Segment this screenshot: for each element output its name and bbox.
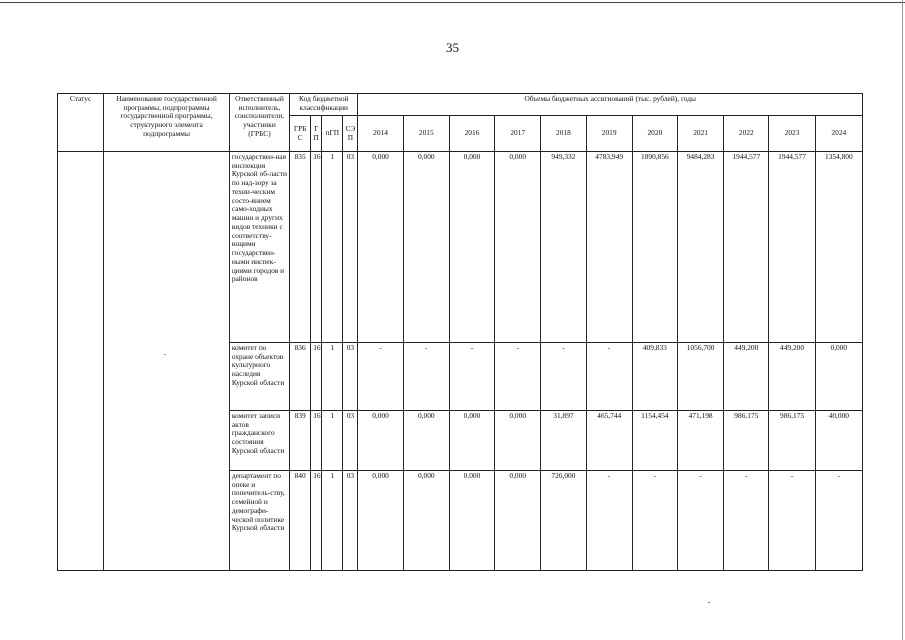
value-cell: 0,000 xyxy=(449,471,494,571)
value-cell: 4783,949 xyxy=(586,152,632,343)
value-cell: - xyxy=(586,343,632,411)
table-row xyxy=(58,152,863,343)
executor-cell: государствен-ная инспекция Курской об-ласти по над-зору за техни-ческим состо-янием само-ходных машин и других видов техники с соответству-ющими государствен-ными инспек-циями городов и районов xyxy=(229,152,289,343)
header-year: 2015 xyxy=(403,116,449,152)
value-cell: 449,200 xyxy=(769,343,815,411)
sep-cell: 03 xyxy=(343,152,358,343)
value-cell: 0,000 xyxy=(403,411,449,471)
gp-cell: 16 xyxy=(311,411,322,471)
value-cell: 0,000 xyxy=(403,471,449,571)
header-status: Статус xyxy=(58,94,104,152)
page-top-border xyxy=(0,2,905,3)
header-year: 2021 xyxy=(677,116,723,152)
value-cell: 465,744 xyxy=(586,411,632,471)
value-cell: 0,000 xyxy=(358,471,403,571)
value-cell: 1890,856 xyxy=(632,152,677,343)
value-cell: - xyxy=(586,471,632,571)
value-cell: 726,000 xyxy=(541,471,586,571)
value-cell: - xyxy=(632,471,677,571)
gp-cell: 16 xyxy=(311,343,322,411)
scan-speck xyxy=(708,602,710,603)
header-code-gp: ГП xyxy=(311,116,322,152)
header-year: 2023 xyxy=(769,116,815,152)
sep-cell: 03 xyxy=(343,343,358,411)
table-header-row xyxy=(58,94,863,116)
value-cell: 1944,577 xyxy=(769,152,815,343)
header-year: 2016 xyxy=(449,116,494,152)
page-right-border xyxy=(902,0,903,640)
value-cell: 986,175 xyxy=(724,411,769,471)
pgp-cell: 1 xyxy=(322,343,343,411)
header-year: 2018 xyxy=(541,116,586,152)
header-year: 2020 xyxy=(632,116,677,152)
header-year: 2022 xyxy=(724,116,769,152)
header-year: 2017 xyxy=(495,116,541,152)
value-cell: 1056,700 xyxy=(677,343,723,411)
program-name-cell xyxy=(104,152,230,571)
value-cell: - xyxy=(541,343,586,411)
value-cell: 0,000 xyxy=(495,152,541,343)
status-cell xyxy=(58,152,104,571)
header-program-name: Наименование государственной программы, подпрограммы государственной программы, структурного элемента подпрограммы xyxy=(104,94,230,152)
value-cell: 0,000 xyxy=(495,411,541,471)
gp-cell: 16 xyxy=(311,152,322,343)
value-cell: 0,000 xyxy=(815,343,862,411)
value-cell: - xyxy=(403,343,449,411)
value-cell: - xyxy=(449,343,494,411)
sep-cell: 03 xyxy=(343,471,358,571)
header-year: 2014 xyxy=(358,116,403,152)
value-cell: 0,000 xyxy=(403,152,449,343)
page-number: 35 xyxy=(446,40,459,55)
value-cell: - xyxy=(358,343,403,411)
value-cell: 409,833 xyxy=(632,343,677,411)
value-cell: 0,000 xyxy=(449,152,494,343)
value-cell: - xyxy=(495,343,541,411)
gp-cell: 16 xyxy=(311,471,322,571)
header-volume-group: Объемы бюджетных ассигнований (тыс. рублей), годы xyxy=(358,94,863,116)
value-cell: 9484,283 xyxy=(677,152,723,343)
value-cell: 471,198 xyxy=(677,411,723,471)
pgp-cell: 1 xyxy=(322,152,343,343)
header-executor: Ответственный исполнитель, соисполнители, участники (ГРБС) xyxy=(229,94,289,152)
budget-table xyxy=(57,93,863,571)
scan-speck xyxy=(164,354,166,355)
value-cell: 449,200 xyxy=(724,343,769,411)
value-cell: 949,332 xyxy=(541,152,586,343)
value-cell: 0,000 xyxy=(495,471,541,571)
grbs-cell: 835 xyxy=(290,152,311,343)
header-code-pgp: пГП xyxy=(322,116,343,152)
value-cell: - xyxy=(815,471,862,571)
value-cell: 986,175 xyxy=(769,411,815,471)
header-code-grbs: ГРБС xyxy=(290,116,311,152)
executor-cell: комитет по охране объектов культурного наследия Курской области xyxy=(229,343,289,411)
value-cell: 0,000 xyxy=(358,152,403,343)
value-cell: 1154,454 xyxy=(632,411,677,471)
value-cell: - xyxy=(769,471,815,571)
grbs-cell: 839 xyxy=(290,411,311,471)
value-cell: 1354,800 xyxy=(815,152,862,343)
value-cell: - xyxy=(677,471,723,571)
pgp-cell: 1 xyxy=(322,411,343,471)
value-cell: - xyxy=(724,471,769,571)
value-cell: 40,000 xyxy=(815,411,862,471)
executor-cell: департамент по опеке и попечитель-ству, семейной и демографи-ческой политике Курской области xyxy=(229,471,289,571)
value-cell: 1944,577 xyxy=(724,152,769,343)
value-cell: 31,897 xyxy=(541,411,586,471)
grbs-cell: 840 xyxy=(290,471,311,571)
header-year: 2019 xyxy=(586,116,632,152)
sep-cell: 03 xyxy=(343,411,358,471)
executor-cell: комитет записи актов гражданского состояния Курской области xyxy=(229,411,289,471)
header-year: 2024 xyxy=(815,116,862,152)
value-cell: 0,000 xyxy=(358,411,403,471)
header-code-sep: СЭП xyxy=(343,116,358,152)
value-cell: 0,000 xyxy=(449,411,494,471)
pgp-cell: 1 xyxy=(322,471,343,571)
grbs-cell: 836 xyxy=(290,343,311,411)
header-code-group: Код бюджетной классификации xyxy=(290,94,358,116)
